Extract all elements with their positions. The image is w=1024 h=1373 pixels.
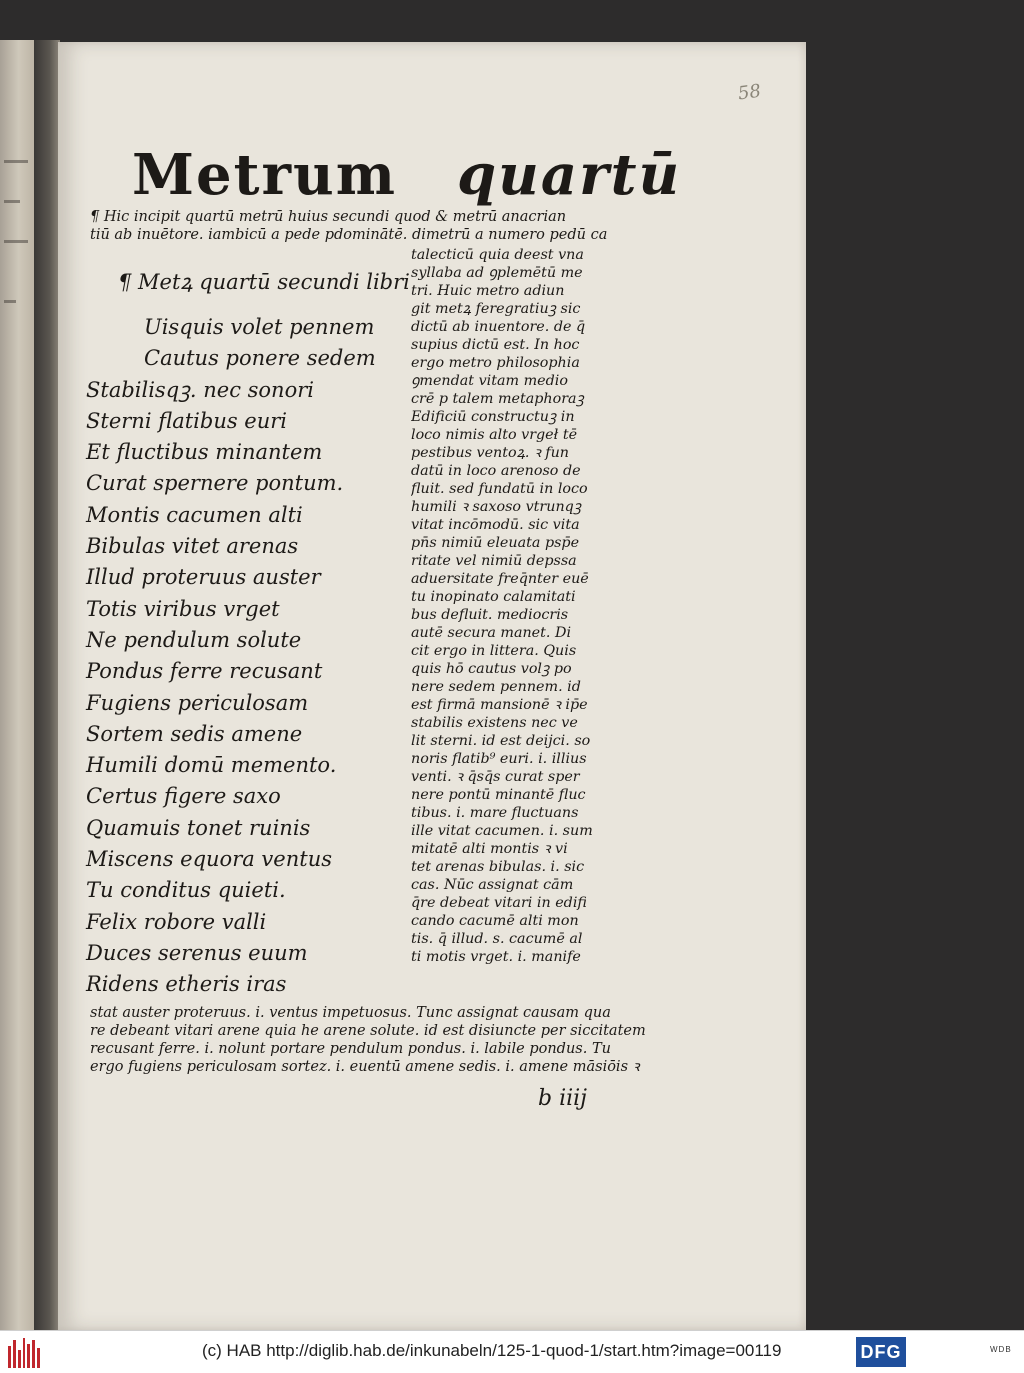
- margin-mark: [4, 300, 16, 303]
- text-line: nere sedem pennem. id: [411, 679, 581, 695]
- text-line: datū in loco arenoso de: [411, 463, 581, 479]
- verse-line: Stabilisqꝫ. nec sonori: [86, 377, 314, 402]
- dfg-logo[interactable]: DFG: [856, 1337, 906, 1367]
- text-line: pn̄s nimiū eleuata psp̄e: [411, 535, 580, 551]
- verse-line: Pondus ferre recusant: [86, 659, 323, 684]
- text-line: dictū ab inuentore. de q̄: [411, 319, 586, 335]
- signature-mark: b iiij: [538, 1086, 588, 1111]
- verse-line: Et fluctibus minantem: [86, 440, 323, 465]
- text-line: est firmā mansionē ꝛ ip̄e: [411, 697, 588, 713]
- text-line: vitat incōmodū. sic vita: [411, 517, 580, 533]
- verse-line: Tu conditus quieti.: [86, 878, 286, 903]
- verse-line: Fugiens periculosam: [86, 690, 309, 715]
- text-line: syllaba ad ꝯplemētū me: [411, 265, 583, 281]
- text-line: tiū ab inuētore. iambicū a pede pdominātē. dimetrū a numero pedū ca: [90, 227, 608, 243]
- text-line: ritate vel nimiū depssa: [411, 553, 577, 569]
- commentary-column: [411, 246, 616, 966]
- verse-line: Montis cacumen alti: [86, 502, 303, 527]
- text-line: ¶ Hic incipit quartū metrū huius secundi quod & metrū anacrian: [90, 209, 567, 225]
- text-line: mitatē alti montis ꝛ vi: [411, 841, 568, 857]
- text-line: recusant ferre. i. nolunt portare pendulum pondus. i. labile pondus. Tu: [90, 1041, 611, 1057]
- text-line: tet arenas bibulas. i. sic: [411, 859, 585, 875]
- text-line: git metꝝ feregratiuꝫ sic: [411, 301, 581, 317]
- text-line: Edificiū constructuꝫ in: [411, 409, 575, 425]
- wdb-label: WDB: [990, 1345, 1012, 1354]
- verse-line: Quamuis tonet ruinis: [86, 815, 311, 840]
- verse-line: Duces serenus euum: [86, 940, 308, 965]
- text-line: tis. q̄ illud. s. cacumē al: [411, 931, 583, 947]
- verse-line: Totis viribus vrget: [86, 596, 280, 621]
- text-line: ti motis vrget. i. manife: [411, 949, 581, 965]
- text-line: cando cacumē alti mon: [411, 913, 579, 929]
- verse-line: Illud proteruus auster: [86, 565, 321, 590]
- book-gutter: [34, 40, 60, 1330]
- text-line: talecticū quia deest vna: [411, 247, 584, 263]
- text-line: venti. ꝛ q̄sq̄s curat sper: [411, 769, 580, 785]
- verse-line: Sortem sedis amene: [86, 721, 303, 746]
- text-line: tu inopinato calamitati: [411, 589, 576, 605]
- verse-line: Bibulas vitet arenas: [86, 534, 299, 559]
- heading-word: Metrum: [132, 142, 397, 208]
- text-line: tibus. i. mare fluctuans: [411, 805, 579, 821]
- verse-line: Humili domū memento.: [86, 753, 337, 778]
- verse-line: Uisquis volet pennem: [144, 315, 375, 339]
- text-line: re debeant vitari arene quia he arene solute. id est disiuncte per siccitatem: [90, 1023, 646, 1039]
- page-heading: [132, 142, 692, 208]
- folio-number: 58: [736, 80, 763, 105]
- verse-line: Sterni flatibus euri: [86, 408, 288, 433]
- text-line: ille vitat cacumen. i. sum: [411, 823, 593, 839]
- verse-line: Miscens equora ventus: [86, 847, 332, 872]
- copyright-link[interactable]: (c) HAB http://diglib.hab.de/inkunabeln/125-1-quod-1/start.htm?image=00119: [202, 1341, 782, 1360]
- closing-paragraph: [90, 1004, 650, 1076]
- text-line: ꝯmendat vitam medio: [411, 373, 568, 389]
- margin-mark: [4, 200, 20, 203]
- footer-bar: [0, 1330, 1024, 1373]
- previous-page-edge: [0, 40, 35, 1330]
- margin-mark: [4, 240, 28, 243]
- text-line: bus defluit. mediocris: [411, 607, 569, 623]
- text-line: aduersitate freq̄nter euē: [411, 571, 589, 587]
- verse-line: Curat spernere pontum.: [86, 471, 344, 496]
- verse-line: Certus figere saxo: [86, 784, 281, 809]
- text-line: q̄re debeat vitari in edifi: [411, 895, 587, 911]
- text-line: humili ꝛ saxoso vtrunqꝫ: [411, 499, 582, 515]
- text-line: lit sterni. id est deijci. so: [411, 733, 591, 749]
- text-line: ergo metro philosophia: [411, 355, 580, 371]
- intro-paragraph: [90, 208, 620, 244]
- margin-mark: [4, 160, 28, 163]
- text-line: cas. Nūc assignat cām: [411, 877, 574, 893]
- verse-title: ¶ Metꝝ quartū secundi libri: [118, 270, 410, 294]
- text-line: ergo fugiens periculosam sortez. i. euentū amene sedis. i. amene māsiōis ꝛ: [90, 1059, 640, 1075]
- text-line: tri. Huic metro adiun: [411, 283, 565, 299]
- verse-line: Felix robore valli: [86, 909, 267, 934]
- text-line: cit ergo in littera. Quis: [411, 643, 577, 659]
- text-line: loco nimis alto vrgeł tē: [411, 427, 578, 443]
- text-line: pestibus ventoꝝ. ꝛ fun: [411, 445, 569, 461]
- verse-line: Ne pendulum solute: [86, 627, 302, 652]
- text-line: fluit. sed fundatū in loco: [411, 481, 588, 497]
- verse-line: Ridens etheris iras: [86, 972, 287, 997]
- text-line: noris flatib⁹ euri. i. illius: [411, 751, 587, 767]
- text-line: stabilis existens nec ve: [411, 715, 578, 731]
- book-page: [58, 42, 806, 1330]
- verse-line: Cautus ponere sedem: [144, 346, 376, 371]
- text-line: crē p talem metaphoraꝫ: [411, 391, 584, 407]
- text-line: autē secura manet. Di: [411, 625, 572, 641]
- hab-logo-icon[interactable]: [8, 1336, 40, 1368]
- text-line: supius dictū est. In hoc: [411, 337, 580, 353]
- heading-word: quartū: [456, 142, 682, 208]
- verse-block: [86, 312, 406, 1001]
- text-line: nere pontū minantē fluc: [411, 787, 586, 803]
- text-line: quis hō cautus volꝫ po: [411, 661, 572, 677]
- text-line: stat auster proteruus. i. ventus impetuosus. Tunc assignat causam qua: [90, 1005, 611, 1021]
